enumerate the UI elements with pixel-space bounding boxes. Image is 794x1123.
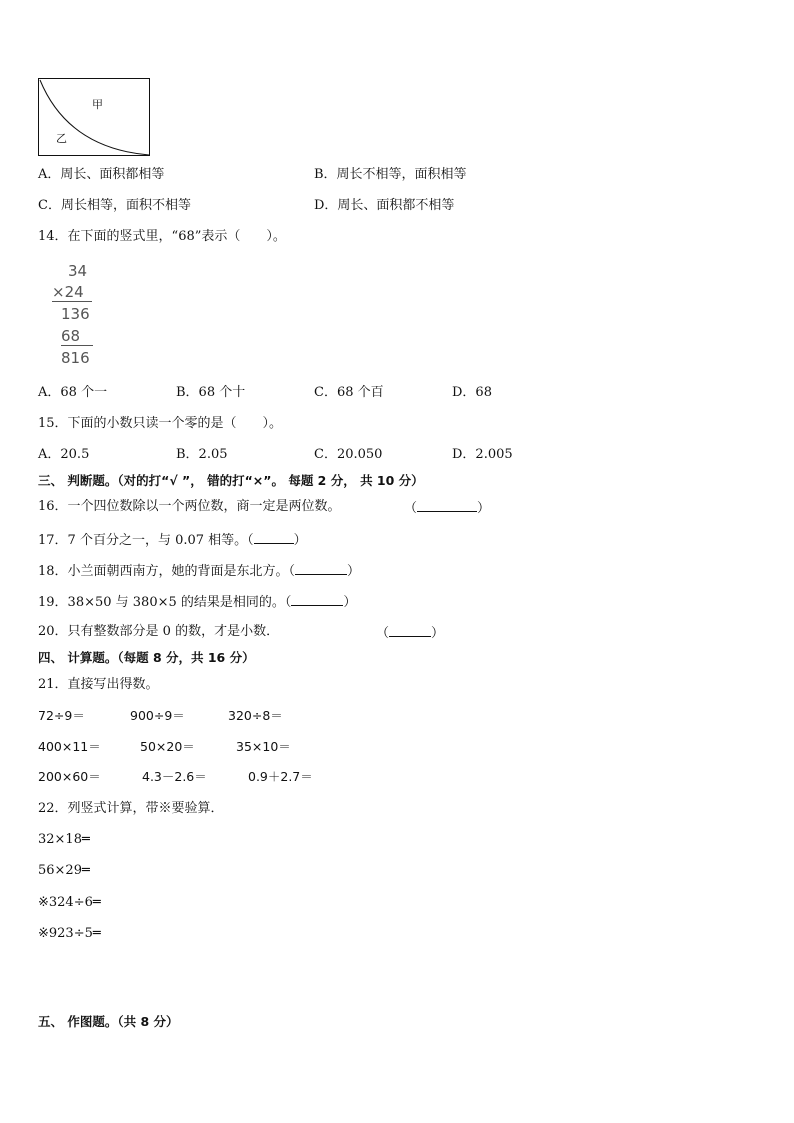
section-3-title: 三、 判断题。（对的打“√ ”， 错的打“×”。 每题 2 分， 共 10 分） <box>38 473 424 488</box>
q14-stem: 14．在下面的竖式里，“68”表示（ ）。 <box>38 229 286 244</box>
q15-option-b: B．2.05 <box>176 447 228 462</box>
vertical-row-3: 136 <box>61 305 90 323</box>
q22-item-1: 32×18═ <box>38 832 90 847</box>
bracket-close: ） <box>347 564 361 579</box>
q19 <box>38 593 356 611</box>
figure-label-jia: 甲 <box>92 98 103 111</box>
vertical-rule-1 <box>52 301 92 302</box>
bracket-close: ） <box>293 533 307 548</box>
vertical-row-2: ×24 <box>52 283 84 301</box>
q17 <box>38 531 307 549</box>
q21-r1-c2: 900÷9＝ <box>130 708 185 723</box>
q13-option-c: C．周长相等，面积不相等 <box>38 198 191 213</box>
q22-item-4: ※923÷5═ <box>38 926 101 941</box>
q20-text: 20．只有整数部分是 0 的数，才是小数． <box>38 624 280 639</box>
q15-stem: 15．下面的小数只读一个零的是（ ）。 <box>38 416 283 431</box>
q21-r2-c3: 35×10＝ <box>236 739 291 754</box>
bracket-close: ） <box>431 626 445 641</box>
answer-blank[interactable] <box>417 499 477 512</box>
q14-option-d: D．68 <box>452 385 492 400</box>
answer-blank[interactable] <box>291 593 343 606</box>
q15-option-c: C．20.050 <box>314 447 383 462</box>
q13-option-a: A．周长、面积都相等 <box>38 167 165 182</box>
q14-option-a: A．68 个一 <box>38 385 108 400</box>
q21-r1-c3: 320÷8＝ <box>228 708 283 723</box>
q15-option-d: D．2.005 <box>452 447 513 462</box>
vertical-rule-2 <box>61 345 93 346</box>
q13-option-b: B．周长不相等，面积相等 <box>314 167 467 182</box>
section-5-title: 五、 作图题。（共 8 分） <box>38 1014 179 1029</box>
q19-text: 19．38×50 与 380×5 的结果是相同的。（ <box>38 595 292 610</box>
q18-text: 18．小兰面朝西南方，她的背面是东北方。（ <box>38 564 296 579</box>
q21-r3-c1: 200×60＝ <box>38 769 101 784</box>
vertical-row-5: 816 <box>61 349 90 367</box>
bracket-close: ） <box>477 501 491 516</box>
q15-option-a: A．20.5 <box>38 447 90 462</box>
section-4-title: 四、 计算题。（每题 8 分，共 16 分） <box>38 650 255 665</box>
q21-stem: 21．直接写出得数。 <box>38 677 159 692</box>
q14-option-b: B．68 个十 <box>176 385 246 400</box>
q22-item-2: 56×29═ <box>38 863 90 878</box>
q22-item-3: ※324÷6═ <box>38 895 101 910</box>
q21-r2-c1: 400×11＝ <box>38 739 101 754</box>
q21-r2-c2: 50×20＝ <box>140 739 195 754</box>
bracket-open: （ <box>404 501 418 516</box>
q13-option-d: D．周长、面积都不相等 <box>314 198 455 213</box>
answer-blank[interactable] <box>295 562 347 575</box>
bracket-open: （ <box>376 626 390 641</box>
q18 <box>38 562 360 580</box>
q20-answer <box>376 624 444 642</box>
q14-option-c: C．68 个百 <box>314 385 384 400</box>
q14-vertical-multiplication <box>52 262 112 372</box>
answer-blank[interactable] <box>254 531 294 544</box>
q22-stem: 22．列竖式计算，带※要验算． <box>38 801 224 816</box>
q21-r3-c3: 0.9＋2.7＝ <box>248 769 313 784</box>
q21-r1-c1: 72÷9＝ <box>38 708 85 723</box>
bracket-close: ） <box>343 595 357 610</box>
vertical-row-4: 68 <box>61 327 81 345</box>
vertical-row-1: 34 <box>68 262 88 280</box>
q17-text: 17．7 个百分之一，与 0.07 相等。（ <box>38 533 254 548</box>
answer-blank[interactable] <box>389 624 431 637</box>
q16-answer <box>404 499 490 517</box>
figure-label-yi: 乙 <box>56 132 67 145</box>
q16-text: 16．一个四位数除以一个两位数，商一定是两位数。 <box>38 499 341 514</box>
q21-r3-c2: 4.3－2.6＝ <box>142 769 207 784</box>
